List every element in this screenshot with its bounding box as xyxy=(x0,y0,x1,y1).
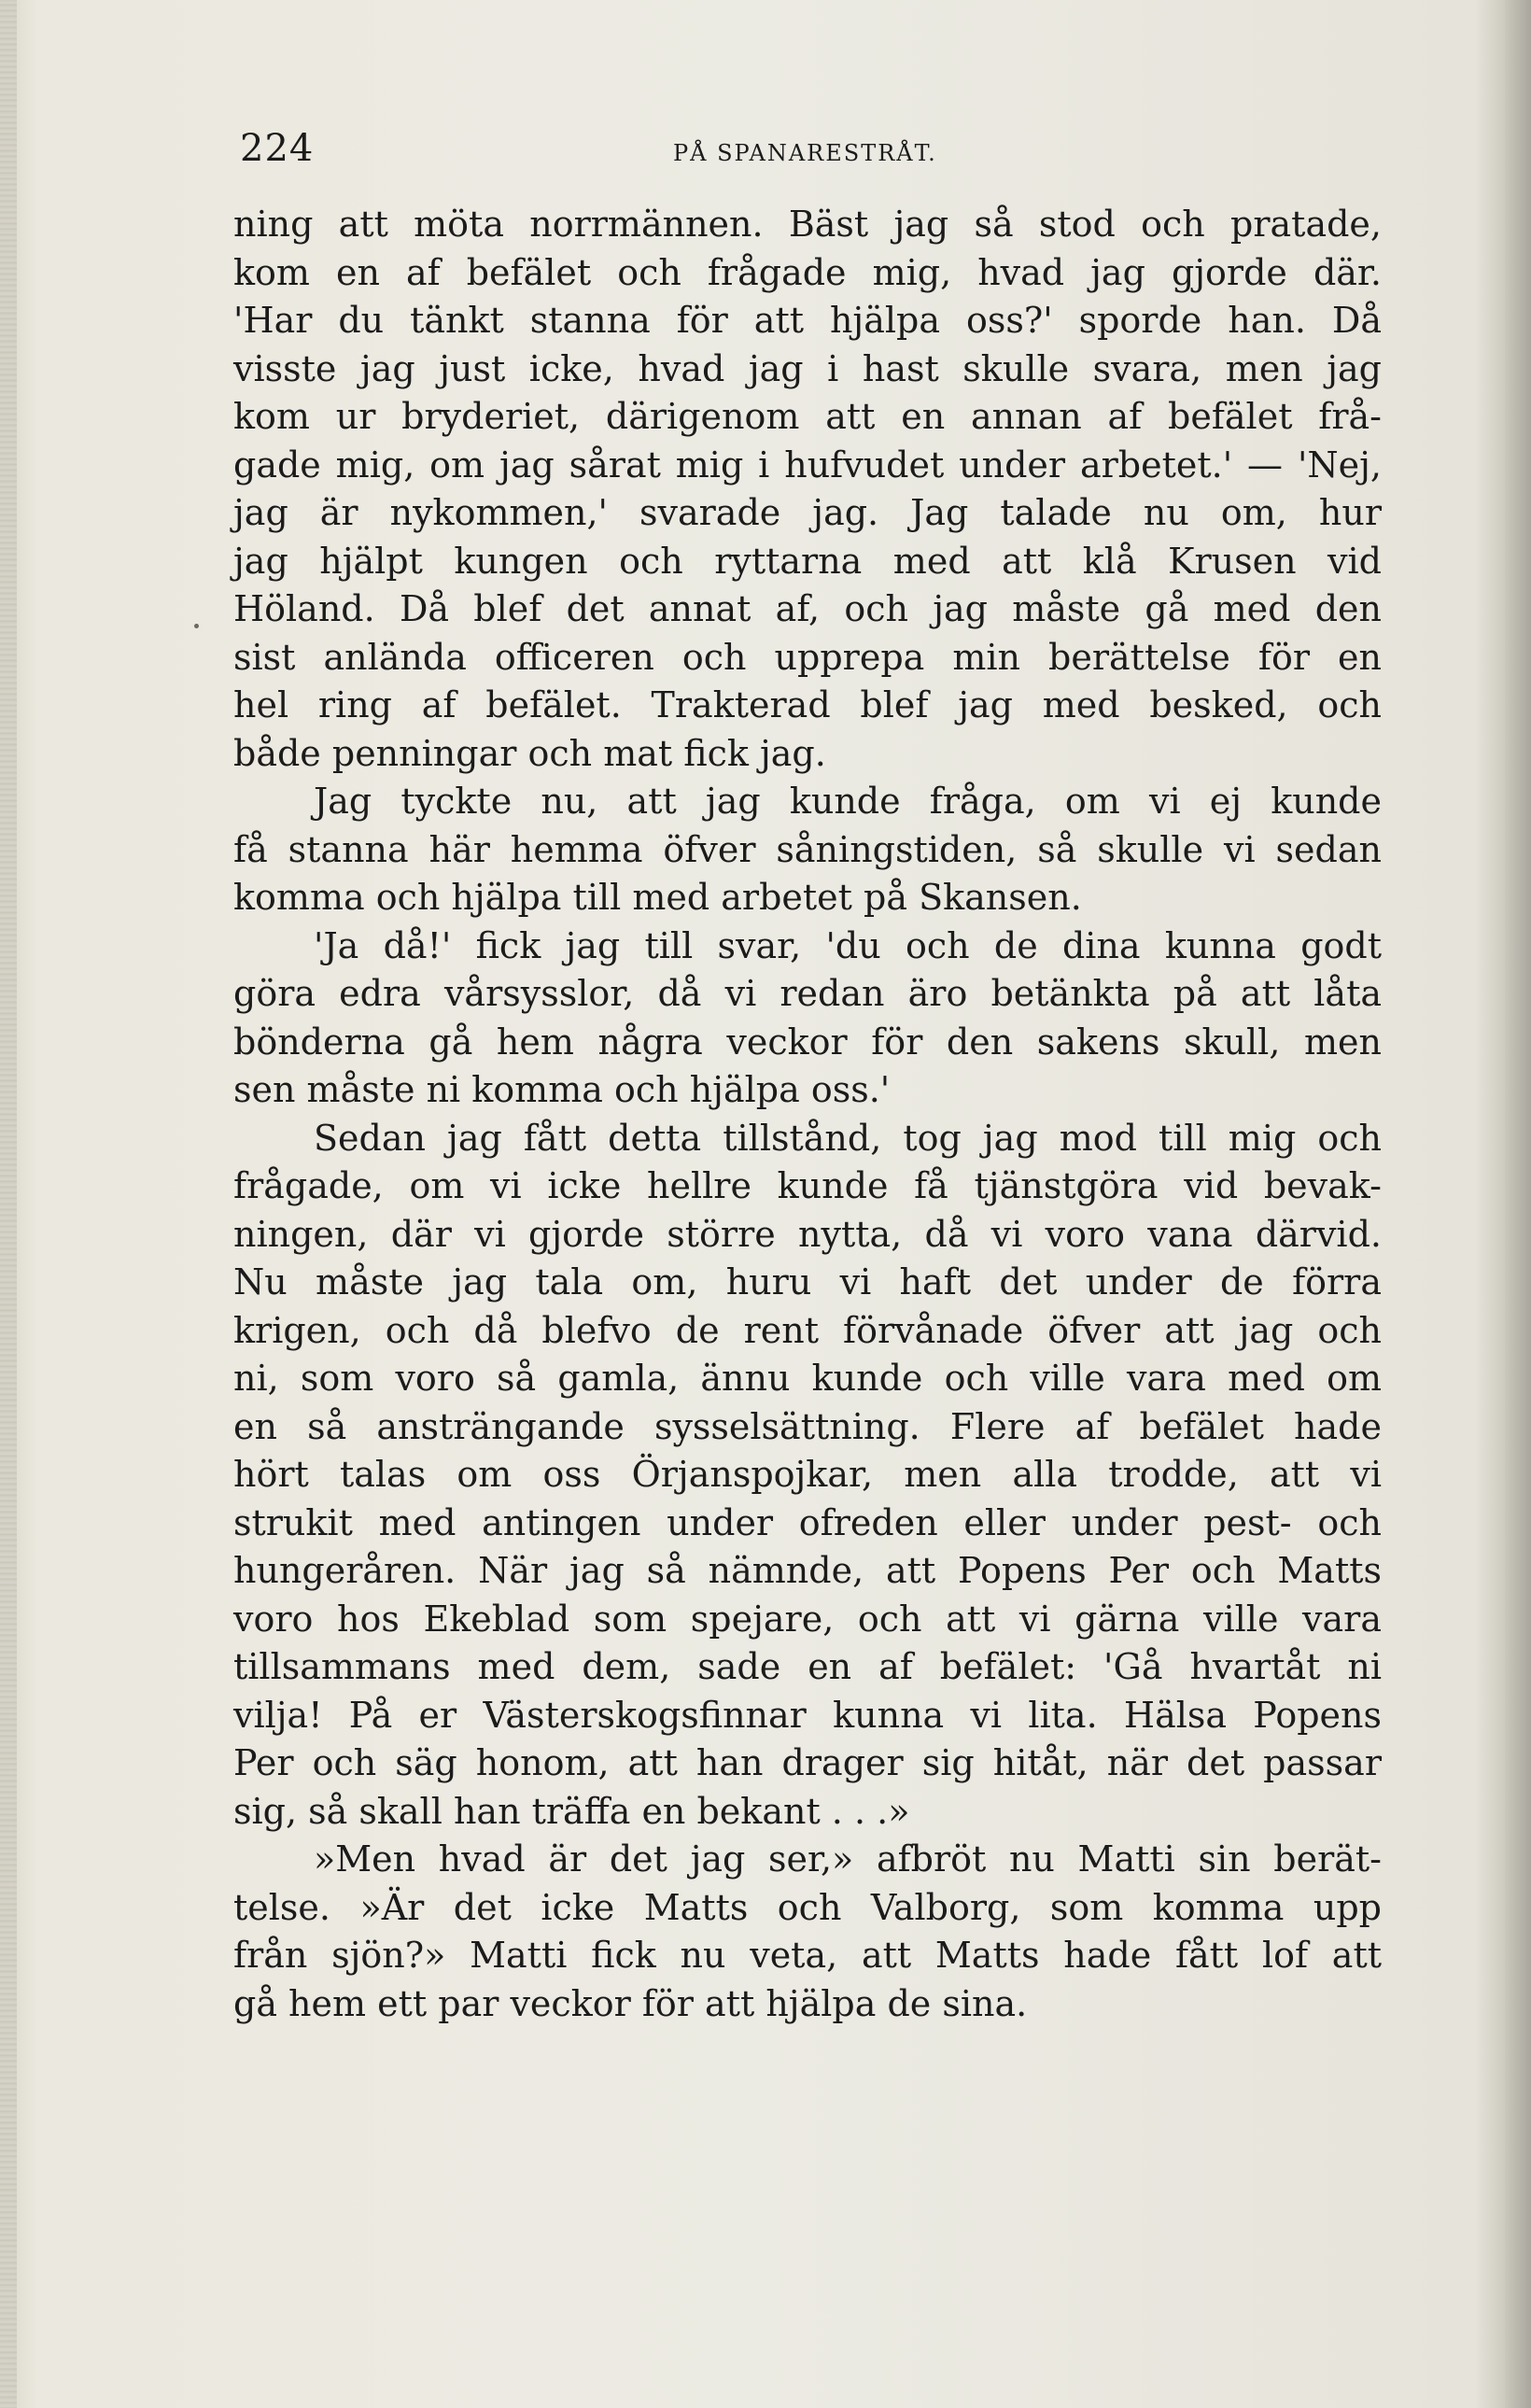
text-line: visste jag just icke, hvad jag i hast skulle svara, men jag xyxy=(233,347,1382,389)
text-line: »Men hvad är det jag ser,» afbröt nu Matti sin berät- xyxy=(314,1838,1382,1880)
text-line: jag hjälpt kungen och ryttarna med att klå Krusen vid xyxy=(233,540,1382,582)
text-line: Per och säg honom, att han drager sig hitåt, när det passar xyxy=(233,1742,1382,1783)
text-line: bönderna gå hem några veckor för den sakens skull, men xyxy=(233,1021,1382,1063)
text-line: tillsammans med dem, sade en af befälet: 'Gå hvartåt ni xyxy=(233,1646,1382,1687)
print-speck xyxy=(194,624,199,628)
text-line: ni, som voro så gamla, ännu kunde och ville vara med om xyxy=(233,1358,1382,1399)
text-line: hel ring af befälet. Trakterad blef jag med besked, och xyxy=(233,684,1382,725)
text-line: sist anlända officeren och upprepa min berättelse för en xyxy=(233,636,1382,678)
text-line: kom ur bryderiet, därigenom att en annan af befälet frå- xyxy=(233,396,1382,437)
page-left-edge xyxy=(0,0,17,2408)
text-line: hört talas om oss Örjanspojkar, men alla trodde, att vi xyxy=(233,1454,1382,1495)
running-head: PÅ SPANARESTRÅT. xyxy=(673,140,937,166)
text-line: komma och hjälpa till med arbetet på Skansen. xyxy=(233,877,1082,918)
text-line: gade mig, om jag sårat mig i hufvudet under arbetet.' — 'Nej, xyxy=(233,444,1382,486)
text-line: strukit med antingen under ofreden eller under pest- och xyxy=(233,1501,1382,1543)
page-number: 224 xyxy=(240,127,315,170)
text-line: sen måste ni komma och hjälpa oss.' xyxy=(233,1069,891,1110)
text-line: kom en af befälet och frågade mig, hvad jag gjorde där. xyxy=(233,251,1382,293)
text-line: ning att möta norrmännen. Bäst jag så stod och pratade, xyxy=(233,204,1382,245)
text-line: frågade, om vi icke hellre kunde få tjänstgöra vid bevak- xyxy=(233,1165,1382,1206)
body-text xyxy=(233,201,1382,2028)
text-line: från sjön?» Matti fick nu veta, att Matts hade fått lof att xyxy=(233,1935,1382,1976)
text-line: voro hos Ekeblad som spejare, och att vi gärna ville vara xyxy=(233,1598,1382,1640)
page-right-edge xyxy=(1505,0,1531,2408)
text-line: 'Ja då!' fick jag till svar, 'du och de dina kunna godt xyxy=(314,924,1382,966)
text-line: Nu måste jag tala om, huru vi haft det under de förra xyxy=(233,1261,1382,1303)
text-line: hungeråren. När jag så nämnde, att Popens Per och Matts xyxy=(233,1550,1382,1591)
text-line: både penningar och mat fick jag. xyxy=(233,732,826,774)
text-line: göra edra vårsysslor, då vi redan äro betänkta på att låta xyxy=(233,973,1382,1014)
text-line: en så ansträngande sysselsättning. Flere af befälet hade xyxy=(233,1405,1382,1447)
text-line: ningen, där vi gjorde större nytta, då vi voro vana därvid. xyxy=(233,1213,1382,1255)
page-header xyxy=(240,127,1381,183)
text-line: krigen, och då blefvo de rent förvånade öfver att jag och xyxy=(233,1309,1382,1351)
text-line: sig, så skall han träffa en bekant . . .» xyxy=(233,1790,910,1832)
text-line: jag är nykommen,' svarade jag. Jag talade nu om, hur xyxy=(233,492,1382,533)
text-line: gå hem ett par veckor för att hjälpa de sina. xyxy=(233,1982,1028,2024)
text-line: 'Har du tänkt stanna för att hjälpa oss?' sporde han. Då xyxy=(233,300,1382,341)
text-line: få stanna här hemma öfver såningstiden, så skulle vi sedan xyxy=(233,828,1382,870)
text-line: Sedan jag fått detta tillstånd, tog jag mod till mig och xyxy=(314,1117,1382,1159)
text-line: Jag tyckte nu, att jag kunde fråga, om vi ej kunde xyxy=(314,781,1382,822)
text-line: vilja! På er Västerskogsfinnar kunna vi lita. Hälsa Popens xyxy=(233,1694,1382,1736)
text-line: Höland. Då blef det annat af, och jag måste gå med den xyxy=(233,588,1382,629)
text-line: telse. »Är det icke Matts och Valborg, som komma upp xyxy=(233,1886,1382,1928)
